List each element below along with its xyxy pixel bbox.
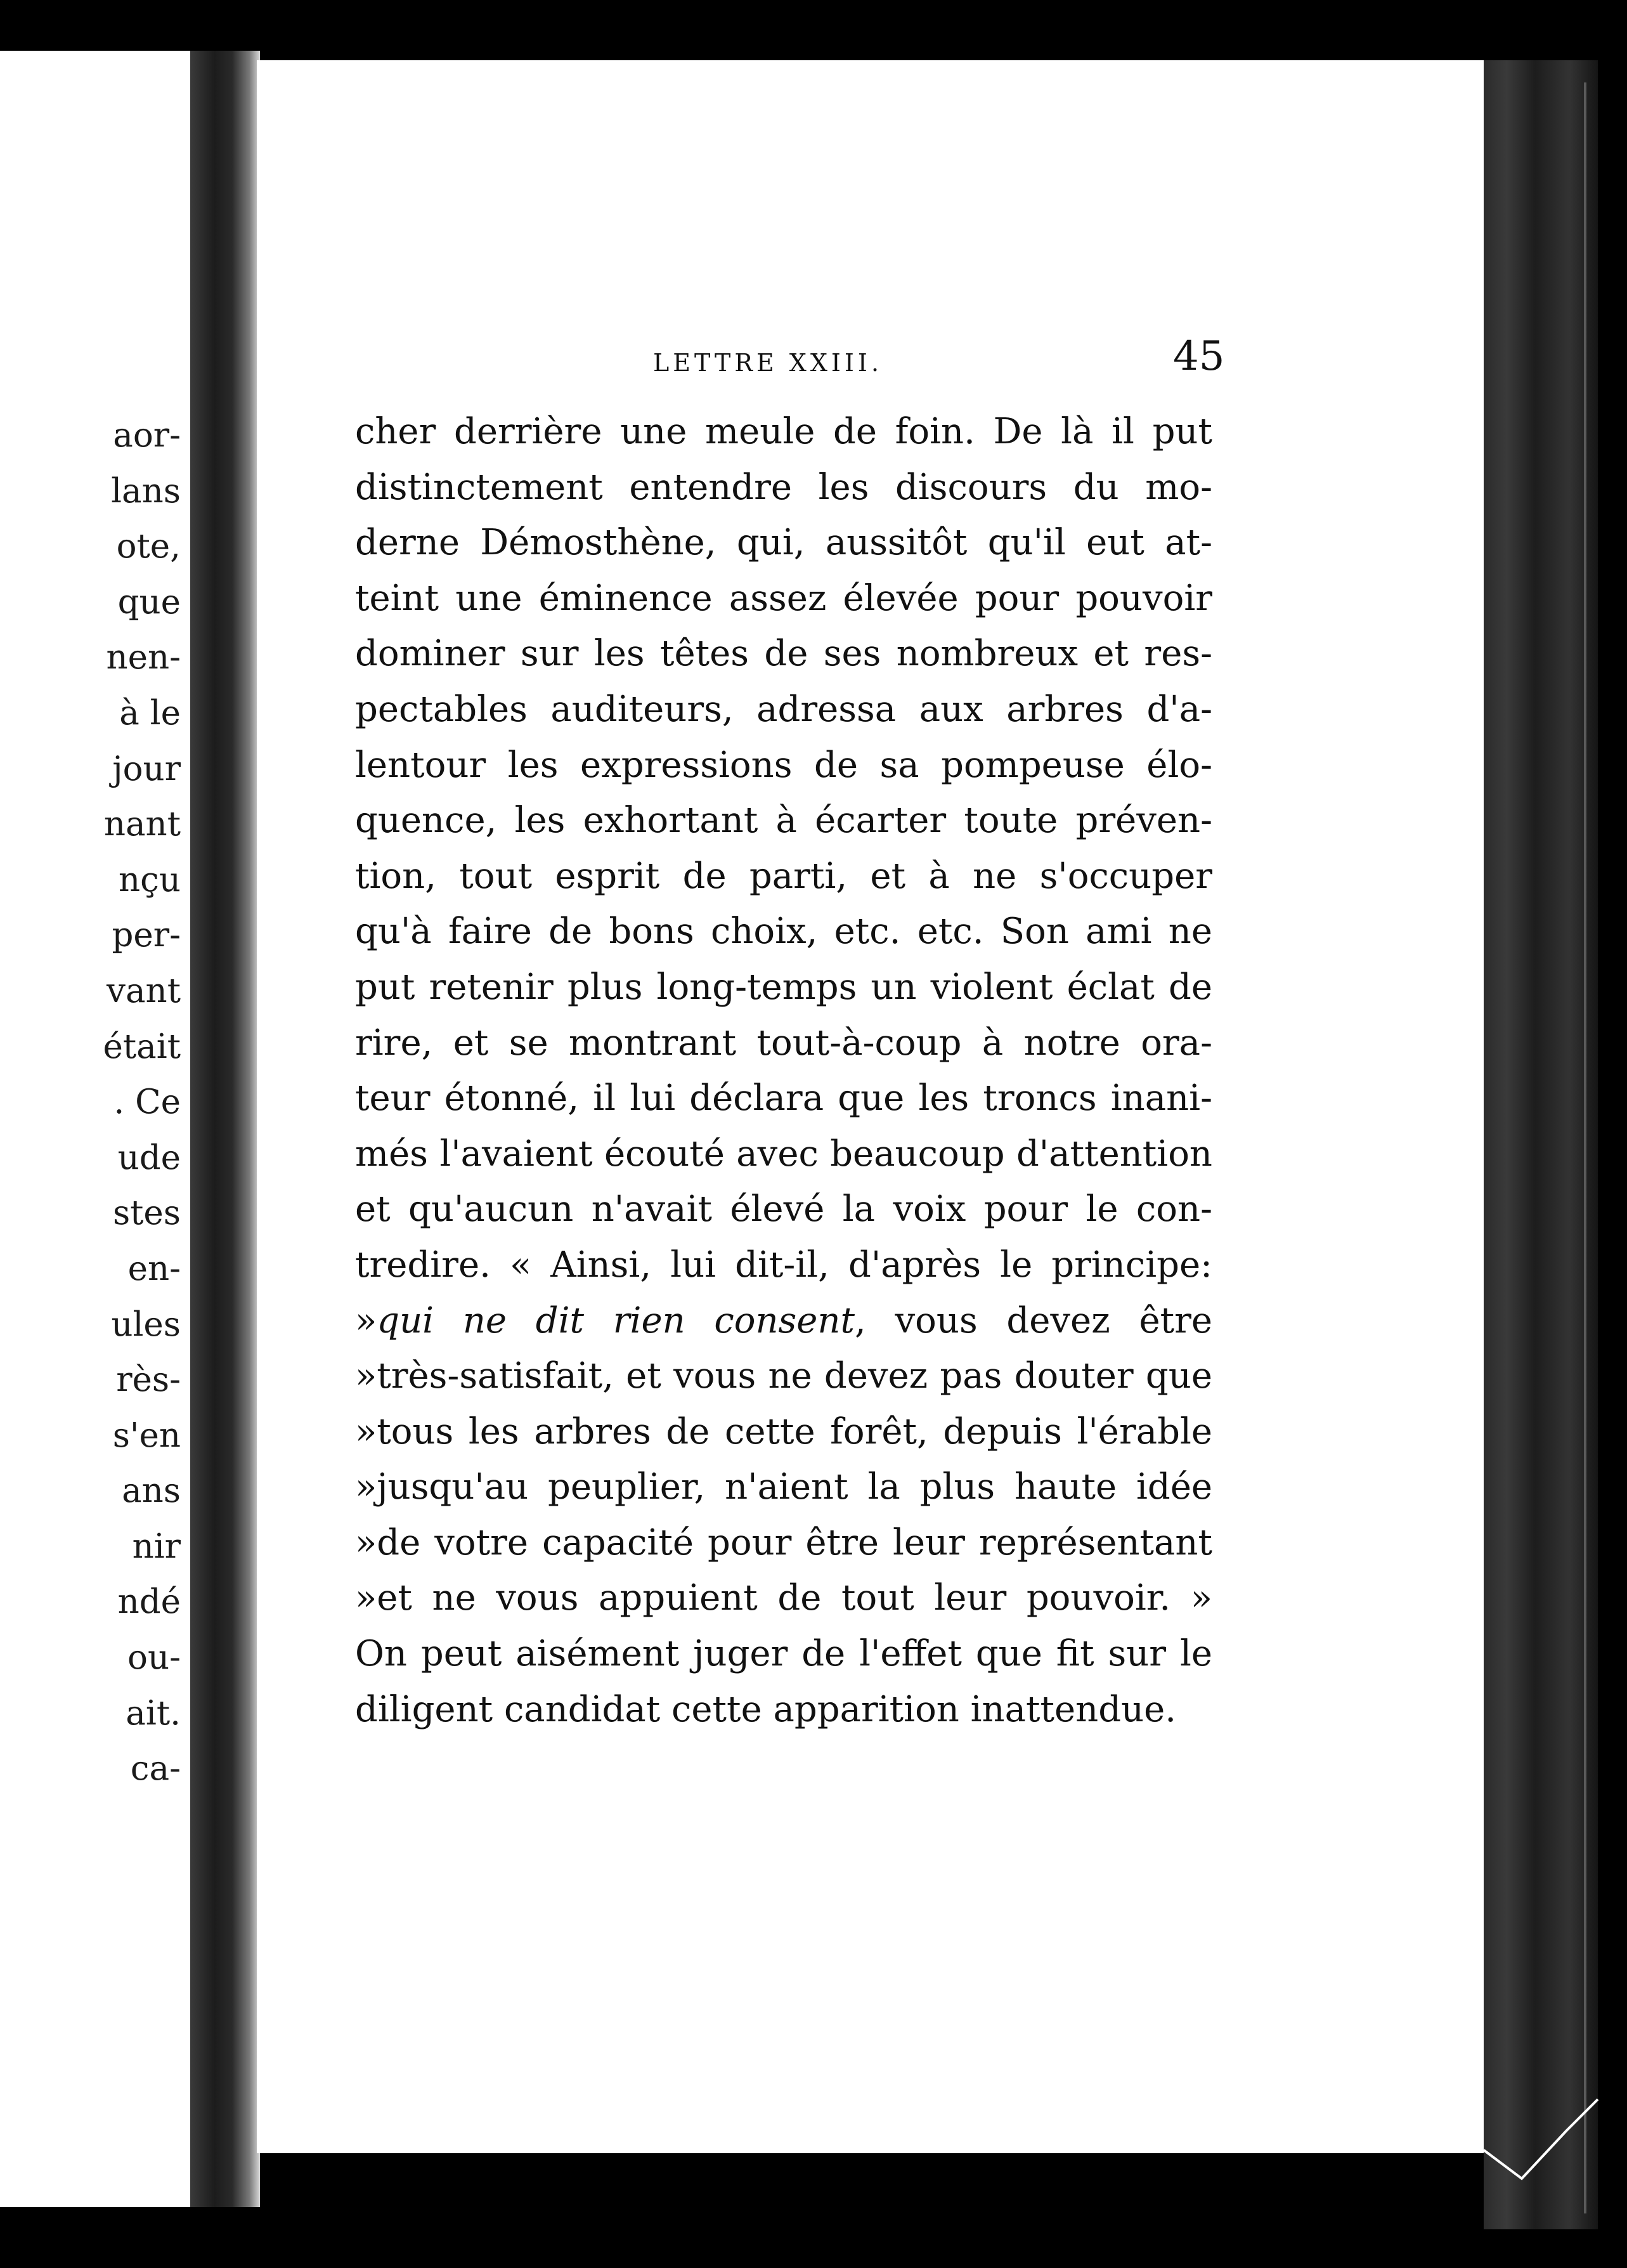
text-line: »très-satisfait, et vous ne devez pas douter que [355, 1355, 1212, 1397]
text-line: més l'avaient écouté avec beaucoup d'attention [355, 1133, 1212, 1175]
italic-phrase: qui ne dit rien consent [377, 1300, 855, 1341]
text-line: distinctement entendre les discours du mo- [355, 466, 1212, 508]
text-line: teur étonné, il lui déclara que les troncs inani- [355, 1078, 1212, 1119]
text-line: tredire. « Ainsi, lui dit-il, d'après le principe: [355, 1244, 1212, 1286]
left-line: per- [112, 916, 181, 955]
left-line: ote, [116, 527, 181, 566]
page-edge-stack [1484, 60, 1598, 2229]
quote-mark: » [355, 1300, 377, 1341]
text-line: On peut aisément juger de l'effet que fit sur le [355, 1633, 1212, 1675]
left-line: ans [122, 1471, 181, 1511]
text-line: et qu'aucun n'avait élevé la voix pour le con- [355, 1189, 1212, 1230]
text-line: »et ne vous appuient de tout leur pouvoir. » [355, 1577, 1212, 1619]
text-line: put retenir plus long-temps un violent éclat de [355, 966, 1212, 1008]
left-line: nir [132, 1527, 181, 1566]
left-line: lans [111, 471, 181, 511]
left-line: rès- [116, 1360, 181, 1400]
running-head: LETTRE XXIII. [653, 349, 883, 377]
text-line: teint une éminence assez élevée pour pouvoir [355, 577, 1212, 619]
text-line: »de votre capacité pour être leur représentant [355, 1522, 1212, 1563]
left-line: nçu [119, 860, 181, 899]
left-line: en- [127, 1249, 181, 1288]
left-line: vant [107, 971, 181, 1010]
left-line: ndé [117, 1582, 181, 1622]
text-line: qu'à faire de bons choix, etc. etc. Son ami ne [355, 911, 1212, 953]
book-gutter-shadow [190, 51, 260, 2207]
left-line: nant [103, 805, 181, 844]
text-line: rire, et se montrant tout-à-coup à notre ora- [355, 1022, 1212, 1064]
text-line: dominer sur les têtes de ses nombreux et res- [355, 633, 1212, 675]
left-line: que [117, 582, 181, 622]
left-line: . Ce [113, 1083, 181, 1122]
text-line: »jusqu'au peuplier, n'aient la plus haute idée [355, 1466, 1212, 1508]
page-edge-line [1584, 82, 1586, 2213]
left-line: stes [112, 1194, 181, 1233]
text-line: quence, les exhortant à écarter toute préven- [355, 800, 1212, 842]
text-line: cher derrière une meule de foin. De là il put [355, 411, 1212, 452]
left-line: ules [111, 1305, 181, 1344]
left-line: ou- [127, 1638, 181, 1678]
left-line: s'en [112, 1416, 181, 1455]
text-line: derne Démosthène, qui, aussitôt qu'il eut at- [355, 522, 1212, 564]
text-line-suffix: , vous devez être [855, 1300, 1212, 1341]
left-line: à le [119, 693, 181, 733]
text-line-with-italic [355, 1293, 1212, 1349]
left-line: ait. [126, 1693, 181, 1733]
left-line: ude [117, 1138, 181, 1177]
left-line: jour [112, 749, 181, 788]
text-line: lentour les expressions de sa pompeuse élo- [355, 744, 1212, 786]
facing-left-page [0, 51, 190, 2207]
left-line: nen- [106, 638, 181, 677]
left-line: aor- [113, 416, 181, 455]
body-text [355, 404, 1212, 1737]
text-line: »tous les arbres de cette forêt, depuis l'érable [355, 1411, 1212, 1452]
text-line: tion, tout esprit de parti, et à ne s'occuper [355, 855, 1212, 897]
page-number: 45 [1173, 333, 1225, 380]
left-page-text-fragments [0, 408, 181, 1797]
text-line: diligent candidat cette apparition inattendue. [355, 1688, 1177, 1730]
left-line: était [103, 1027, 181, 1066]
text-line: pectables auditeurs, adressa aux arbres d'a- [355, 688, 1212, 730]
left-line: ca- [130, 1749, 181, 1789]
checkmark-pen-mark [1477, 2093, 1604, 2188]
